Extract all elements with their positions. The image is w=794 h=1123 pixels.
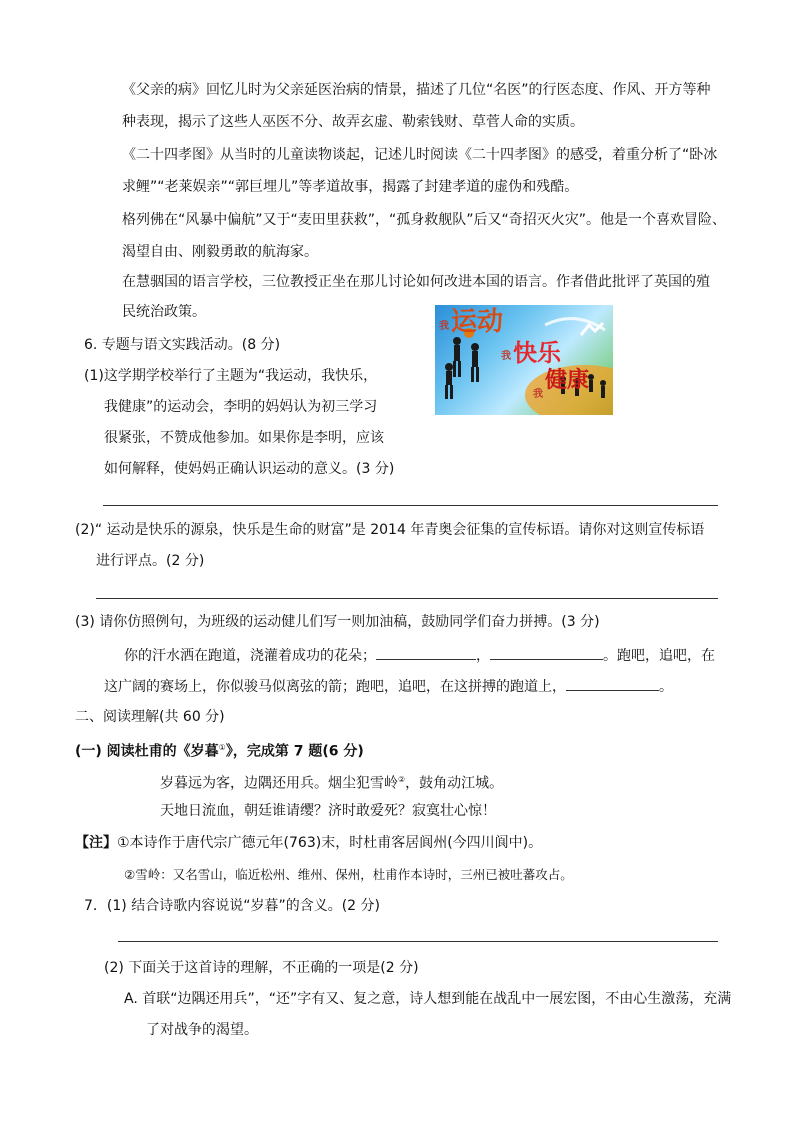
intro-p2-line2: 求鲤”“老莱娱亲”“郭巨埋儿”等孝道故事，揭露了封建孝道的虚伪和残酷。	[122, 179, 579, 195]
intro-p1-line2: 种表现，揭示了这些人巫医不分、故弄玄虚、勒索钱财、草菅人命的实质。	[122, 114, 584, 130]
q7-sub1: 7．(1) 结合诗歌内容说说“岁暮”的含义。(2 分)	[84, 898, 380, 914]
image-tag-3: 我	[533, 389, 543, 400]
q6-sub3-line2	[124, 645, 715, 666]
q6-sub1-line2: 我健康”的运动会，李明的妈妈认为初三学习	[104, 399, 378, 415]
intro-p3-line2: 渴望自由、刚毅勇敢的航海家。	[122, 244, 318, 260]
fill-blank-1[interactable]	[376, 645, 476, 660]
q6-sub3-cont: 。跑吧，追吧，在	[603, 648, 715, 664]
part1-text: (一) 阅读杜甫的《岁暮	[75, 743, 219, 760]
intro-p4-line2: 民统治政策。	[122, 304, 206, 320]
poem-line1-a: 岁暮远为客，边隅还用兵。烟尘犯雪岭	[160, 775, 398, 792]
q6-sub1-line3: 很紧张，不赞成他参加。如果你是李明，应该	[104, 430, 384, 446]
poem-line1-b: ，鼓角动江城。	[405, 775, 504, 792]
image-word-yundong: 运动	[451, 307, 504, 337]
q7-sub2: (2) 下面关于这首诗的理解，不正确的一项是(2 分)	[104, 960, 419, 976]
answer-line-q6-2[interactable]	[96, 598, 718, 599]
note-line2: ②雪岭：又名雪山，临近松州、维州、保州，杜甫作本诗时，三州已被吐蕃攻占。	[124, 867, 573, 882]
q7-optionA-line1: A. 首联“边隅还用兵”，“还”字有又、复之意，诗人想到能在战乱中一展宏图，不由心生激荡，充满	[124, 991, 732, 1007]
note-line1	[75, 833, 542, 853]
q6-sub1-line4: 如何解释，使妈妈正确认识运动的意义。(3 分)	[104, 461, 395, 477]
intro-p4-line1: 在慧骃国的语言学校，三位教授正坐在那儿讨论如何改进本国的语言。作者借此批评了英国的殖	[122, 274, 710, 290]
note1-text: ①本诗作于唐代宗广德元年(763)末，时杜甫客居阆州(今四川阆中)。	[117, 835, 543, 851]
q6-sub1-line1: (1)这学期学校举行了主题为“我运动，我快乐，	[84, 368, 378, 384]
image-tag-1: 我	[439, 321, 449, 332]
sports-illustration	[435, 305, 613, 415]
q6-sub3-line1: (3) 请你仿照例句，为班级的运动健儿们写一则加油稿，鼓励同学们奋力拼搏。(3 分)	[75, 614, 600, 630]
answer-line-q7-1[interactable]	[118, 941, 718, 942]
answer-line-q6-1[interactable]	[103, 505, 718, 506]
poem-line2: 天地日流血，朝廷谁请缨？济时敢爱死？寂寞壮心惊！	[160, 803, 496, 819]
comma: ，	[476, 648, 490, 664]
q6-sub3-line3-text: 这广阔的赛场上，你似骏马似离弦的箭；跑吧，追吧，在这拼搏的跑道上，	[104, 679, 566, 695]
section2-title: 二、阅读理解(共 60 分)	[75, 709, 225, 725]
part1-text-end: 》，完成第 7 题(6 分)	[225, 743, 364, 760]
note-label: 【注】	[75, 835, 117, 851]
period: 。	[659, 679, 673, 695]
intro-p3-line1: 格列佛在“风暴中偏航”又于“麦田里获救”，“孤身救舰队”后又“奇招灭火灾”。他是一个喜欢冒险、	[122, 212, 727, 228]
footnote-marker-1: ①	[218, 743, 226, 752]
q6-sub2-line2: 进行评点。(2 分)	[96, 553, 205, 569]
poem-line1	[160, 770, 503, 794]
q6-sub3-line3	[104, 676, 673, 697]
image-word-kuaile: 快乐	[513, 338, 561, 367]
image-tag-2: 我	[501, 351, 511, 362]
q6-sub2-line1: (2)“ 运动是快乐的源泉，快乐是生命的财富”是 2014 年青奥会征集的宣传标语。请你对这则宣传标语	[75, 522, 705, 538]
image-word-jiankang: 健康	[545, 367, 590, 393]
fill-blank-2[interactable]	[490, 645, 603, 660]
q6-sub3-example: 你的汗水洒在跑道，浇灌着成功的花朵；	[124, 648, 376, 664]
section2-part1-title	[75, 738, 364, 762]
q7-optionA-line2: 了对战争的渴望。	[146, 1022, 258, 1038]
q6-title: 6. 专题与语文实践活动。(8 分)	[84, 337, 281, 353]
intro-p1-line1: 《父亲的病》回忆儿时为父亲延医治病的情景，描述了几位“名医”的行医态度、作风、开方等种	[122, 82, 711, 98]
fill-blank-3[interactable]	[566, 676, 659, 691]
footnote-marker-2: ②	[398, 775, 406, 784]
intro-p2-line1: 《二十四孝图》从当时的儿童读物谈起，记述儿时阅读《二十四孝图》的感受，着重分析了“卧冰	[122, 147, 718, 163]
